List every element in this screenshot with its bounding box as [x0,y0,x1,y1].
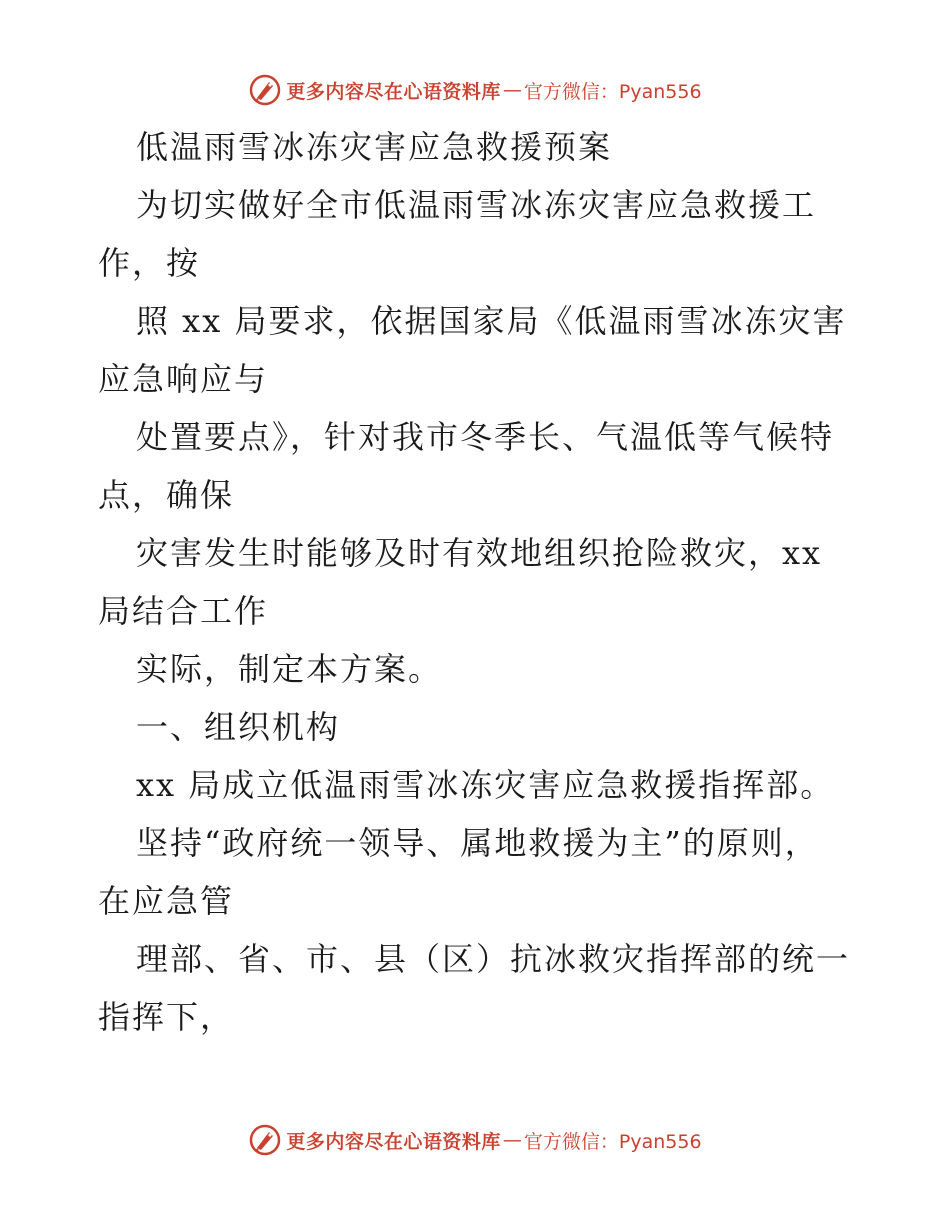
watermark-wechat: 官方微信：Pyan556 [523,1130,702,1153]
paragraph-line: 在应急管 [98,882,235,920]
paragraph-line: 照 xx 局要求，依据国家局《低温雨雪冰冻灾害 [136,302,847,340]
document-body [98,118,858,1046]
paragraph-line: 点，确保 [98,476,235,514]
watermark-text: 更多内容尽在心语资料库 [286,80,501,103]
paragraph-line: xx 局成立低温雨雪冰冻灾害应急救援指挥部。 [136,766,835,804]
pen-nib-logo-icon [248,73,282,107]
document-title: 低温雨雪冰冻灾害应急救援预案 [136,128,613,166]
watermark-text: 更多内容尽在心语资料库 [286,1130,501,1153]
watermark-wechat: 官方微信：Pyan556 [523,80,702,103]
paragraph-line: 为切实做好全市低温雨雪冰冻灾害应急救援工 [136,186,817,224]
watermark-group [248,1123,701,1157]
paragraph-line: 作，按 [98,244,201,282]
paragraph-line: 理部、省、市、县（区）抗冰救灾指挥部的统一 [136,940,851,978]
paragraph-line: 指挥下， [98,998,235,1036]
watermark-dash: — [502,79,522,101]
watermark-dash: — [502,1129,522,1151]
paragraph-line: 实际，制定本方案。 [136,650,443,688]
paragraph-line: 处置要点》，针对我市冬季长、气温低等气候特 [136,418,835,456]
header-watermark [0,70,950,110]
footer-watermark [0,1120,950,1160]
watermark-group [248,73,701,107]
paragraph-line: 应急响应与 [98,360,269,398]
section-heading: 一、组织机构 [136,708,341,746]
paragraph-line: 局结合工作 [98,592,269,630]
paragraph-line: 坚持“政府统一领导、属地救援为主”的原则， [136,824,819,862]
pen-nib-logo-icon [248,1123,282,1157]
paragraph-line: 灾害发生时能够及时有效地组织抢险救灾，xx [136,534,823,572]
